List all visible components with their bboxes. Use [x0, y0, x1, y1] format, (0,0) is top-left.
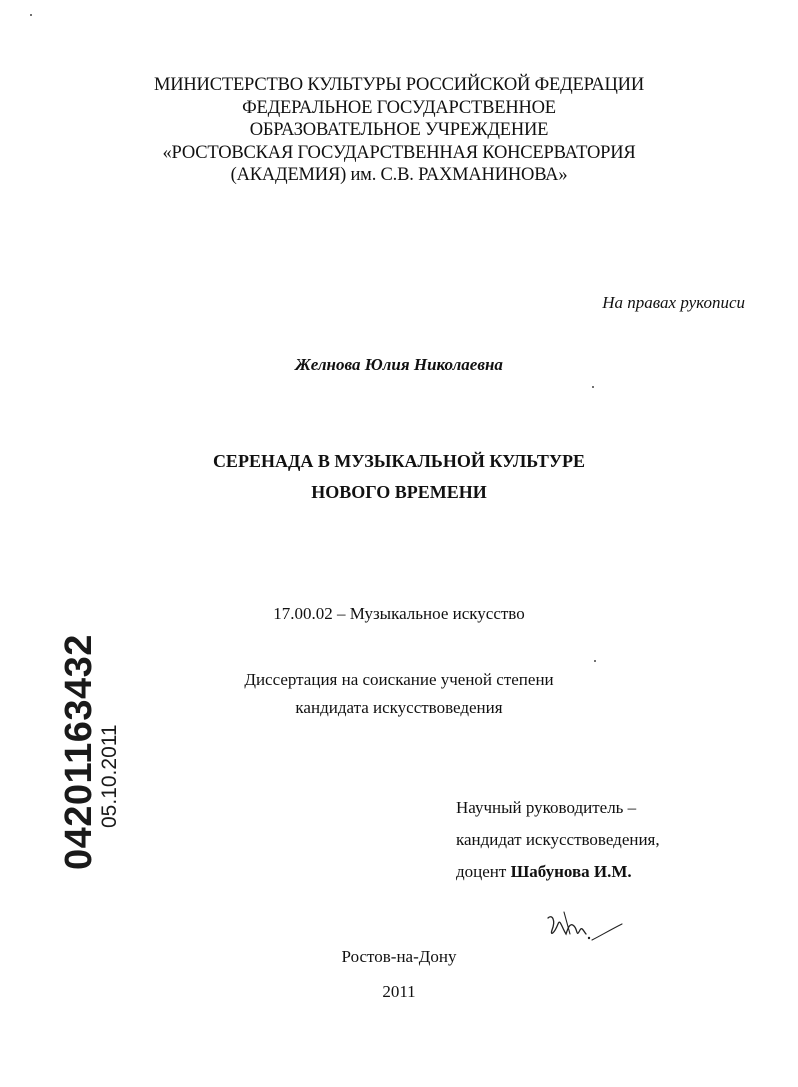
author-name: Желнова Юлия Николаевна [295, 355, 503, 374]
stamp-date: 05.10.2011 [98, 724, 121, 828]
degree-statement [0, 666, 798, 722]
degree-line: кандидата искусствоведения [295, 698, 503, 717]
ministry-header [0, 74, 798, 187]
supervisor-rank: доцент [456, 862, 507, 881]
scan-speck [592, 386, 594, 388]
city: Ростов-на-Дону [341, 947, 457, 966]
supervisor-line: Научный руководитель – [456, 798, 637, 817]
ministry-line: ОБРАЗОВАТЕЛЬНОЕ УЧРЕЖДЕНИЕ [249, 120, 549, 140]
title-line: СЕРЕНАДА В МУЗЫКАЛЬНОЙ КУЛЬТУРЕ [212, 451, 586, 471]
title-line: НОВОГО ВРЕМЕНИ [311, 482, 487, 502]
specialty-code: 17.00.02 – Музыкальное искусство [273, 604, 525, 623]
supervisor-line: кандидат искусствоведения, [456, 830, 660, 849]
stamp-number: 04201163432 [58, 634, 100, 870]
library-stamp [18, 634, 121, 870]
manuscript-note: На правах рукописи [602, 293, 745, 312]
degree-line: Диссертация на соискание ученой степени [244, 670, 554, 689]
supervisor-name: Шабунова И.М. [510, 862, 632, 881]
dissertation-title [0, 446, 798, 508]
supervisor-block [456, 792, 660, 888]
ministry-line: ФЕДЕРАЛЬНОЕ ГОСУДАРСТВЕННОЕ [242, 97, 556, 118]
supervisor-line [456, 856, 660, 888]
ministry-line: «РОСТОВСКАЯ ГОСУДАРСТВЕННАЯ КОНСЕРВАТОРИЯ [162, 142, 636, 163]
year: 2011 [382, 982, 416, 1001]
scan-speck [30, 14, 32, 16]
scan-speck [594, 660, 596, 662]
ministry-line: (АКАДЕМИЯ) им. С.В. РАХМАНИНОВА» [230, 165, 568, 185]
ministry-line: МИНИСТЕРСТВО КУЛЬТУРЫ РОССИЙСКОЙ ФЕДЕРАЦИИ [153, 75, 645, 95]
